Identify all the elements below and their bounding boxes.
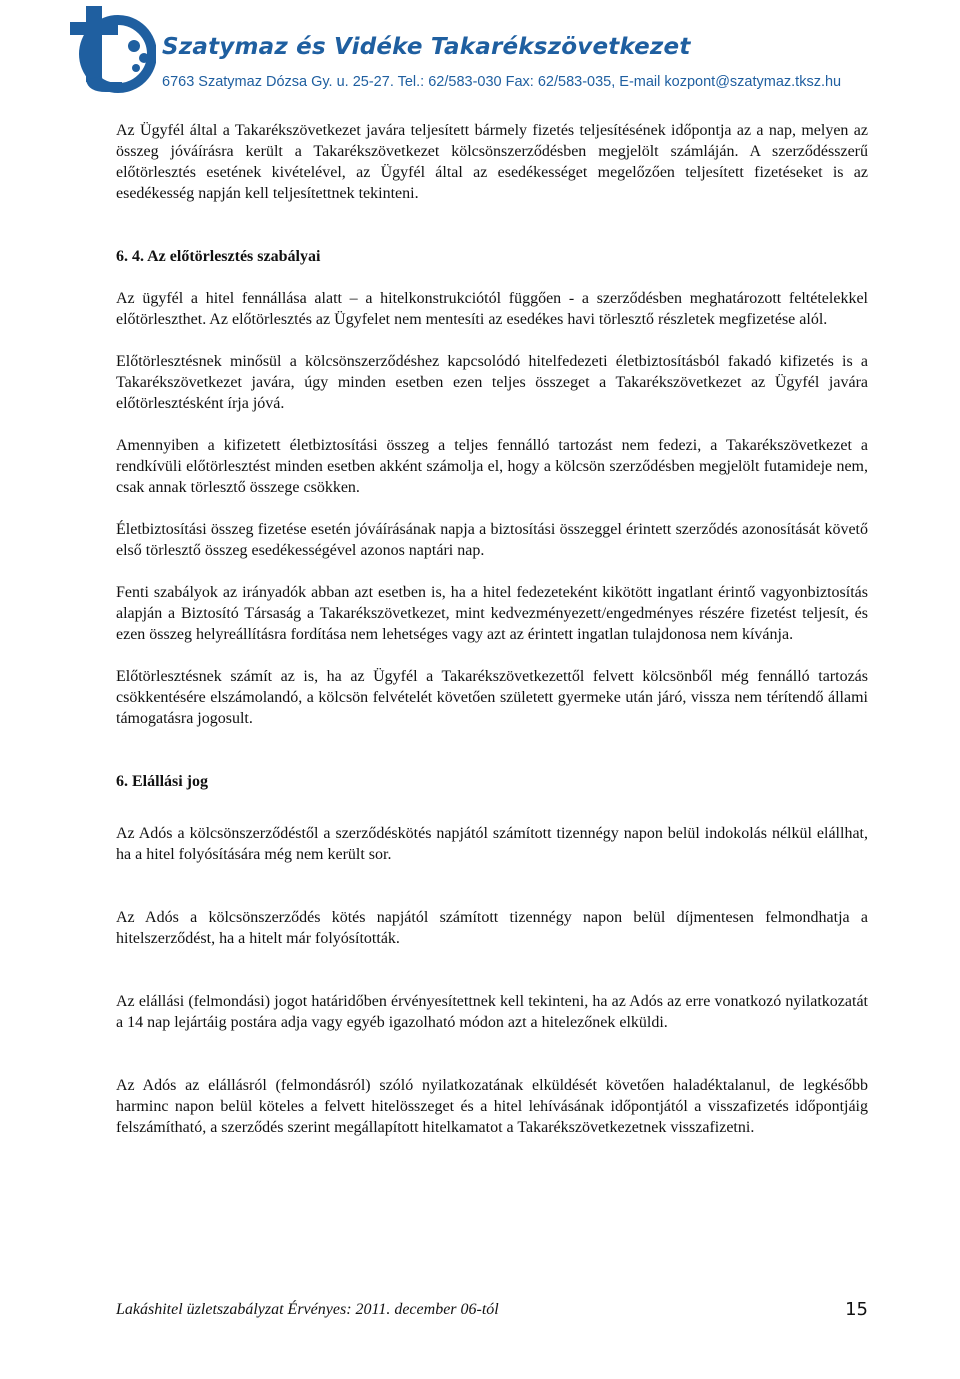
paragraph: Az ügyfél a hitel fennállása alatt – a hitelkonstrukciótól függően - a szerződésben meghatározott feltételekkel előtörleszthet. Az előtörlesztés az Ügyfelet nem mentesíti az esedékes havi törlesztő részletek megfizetése alól. bbox=[116, 290, 868, 328]
page-number: 15 bbox=[845, 1299, 868, 1320]
section-heading-6: 6. Elállási jog bbox=[116, 773, 209, 790]
paragraph: Az elállási (felmondási) jogot határidőben érvényesítettnek kell tekinteni, ha az Adós az erre vonatkozó nyilatkozatát a 14 nap lejártáig postára adja vagy egyéb igazolható módon azt a hitelezőnek elküldi. bbox=[116, 993, 868, 1031]
paragraph: Amennyiben a kifizetett életbiztosítási összeg a teljes fennálló tartozást nem fedezi, a Takarékszövetkezet a rendkívüli előtörlesztést minden esetben akként számolja el, hogy a kölcsön szerződésben megjelölt futamideje nem, csak annak törlesztő összege csökken. bbox=[116, 437, 868, 496]
takarek-logo-icon bbox=[66, 2, 156, 96]
section-heading-6-4: 6. 4. Az előtörlesztés szabályai bbox=[116, 248, 321, 265]
paragraph: Előtörlesztésnek számít az is, ha az Ügyfél a Takarékszövetkezettől felvett kölcsönből még fennálló tartozás csökkentésére elszámolandó, a kölcsön felvételét követően született gyermeke után járó, vissza nem térítendő állami támogatásra jogosult. bbox=[116, 668, 868, 727]
footer-text: Lakáshitel üzletszabályzat Érvényes: 2011. december 06-tól bbox=[116, 1301, 499, 1318]
letterhead bbox=[0, 0, 960, 100]
organization-contact: 6763 Szatymaz Dózsa Gy. u. 25-27. Tel.: 62/583-030 Fax: 62/583-035, E-mail kozpont@szatymaz.tksz.hu bbox=[162, 74, 842, 90]
organization-name: Szatymaz és Vidéke Takarékszövetkezet bbox=[162, 34, 691, 60]
paragraph: Fenti szabályok az irányadók abban azt esetben is, ha a hitel fedezeteként kikötött ingatlant érintő vagyonbiztosítás alapján a Biztosító Társaság a Takarékszövetkezet, mint kedvezményezett/engedményes részére fizetést teljesít, és ezen összeg helyreállításra fordítása nem lehetséges vagy azt az érintett ingatlan tulajdonosa nem kívánja. bbox=[116, 584, 868, 643]
paragraph: Életbiztosítási összeg fizetése esetén jóváírásának napja a biztosítási összeggel érintett szerződés azonosítását követő első törlesztő összeg esedékességével azonos naptári nap. bbox=[116, 521, 868, 559]
paragraph: Az Adós a kölcsönszerződés kötés napjától számított tizennégy napon belül díjmentesen felmondhatja a hitelszerződést, ha a hitelt már folyósították. bbox=[116, 909, 868, 947]
paragraph: Az Adós az elállásról (felmondásról) szóló nyilatkozatának elküldését követően haladéktalanul, de legkésőbb harminc napon belül köteles a felvett hitelösszeget és a hitel lehívásának időpontjától a visszafizetés időpontjáig felszámítható, a szerződés szerint megállapított hitelkamatot a Takarékszövetkezetnek visszafizetni. bbox=[116, 1077, 868, 1136]
document-body bbox=[116, 120, 868, 1138]
paragraph: Előtörlesztésnek minősül a kölcsönszerződéshez kapcsolódó hitelfedezeti életbiztosításból fakadó kifizetés is a Takarékszövetkezet javára, úgy minden esetben ezen teljes összeget a Takarékszövetkezet az Ügyfél javára előtörlesztésként írja jóvá. bbox=[116, 353, 868, 412]
paragraph: Az Ügyfél által a Takarékszövetkezet javára teljesített bármely fizetés teljesítésének időpontja az a nap, melyen az összeg jóváírásra került a Takarékszövetkezet kölcsönszerződésben megjelölt számláján. A szerződésszerű előtörlesztés esetének kivételével, az Ügyfél által az esedékességet megelőzően teljesített fizetéseket is az esedékesség napján kell teljesítettnek tekinteni. bbox=[116, 122, 868, 202]
paragraph: Az Adós a kölcsönszerződéstől a szerződéskötés napjától számított tizennégy napon belül indokolás nélkül elállhat, ha a hitel folyósítására még nem került sor. bbox=[116, 825, 868, 863]
